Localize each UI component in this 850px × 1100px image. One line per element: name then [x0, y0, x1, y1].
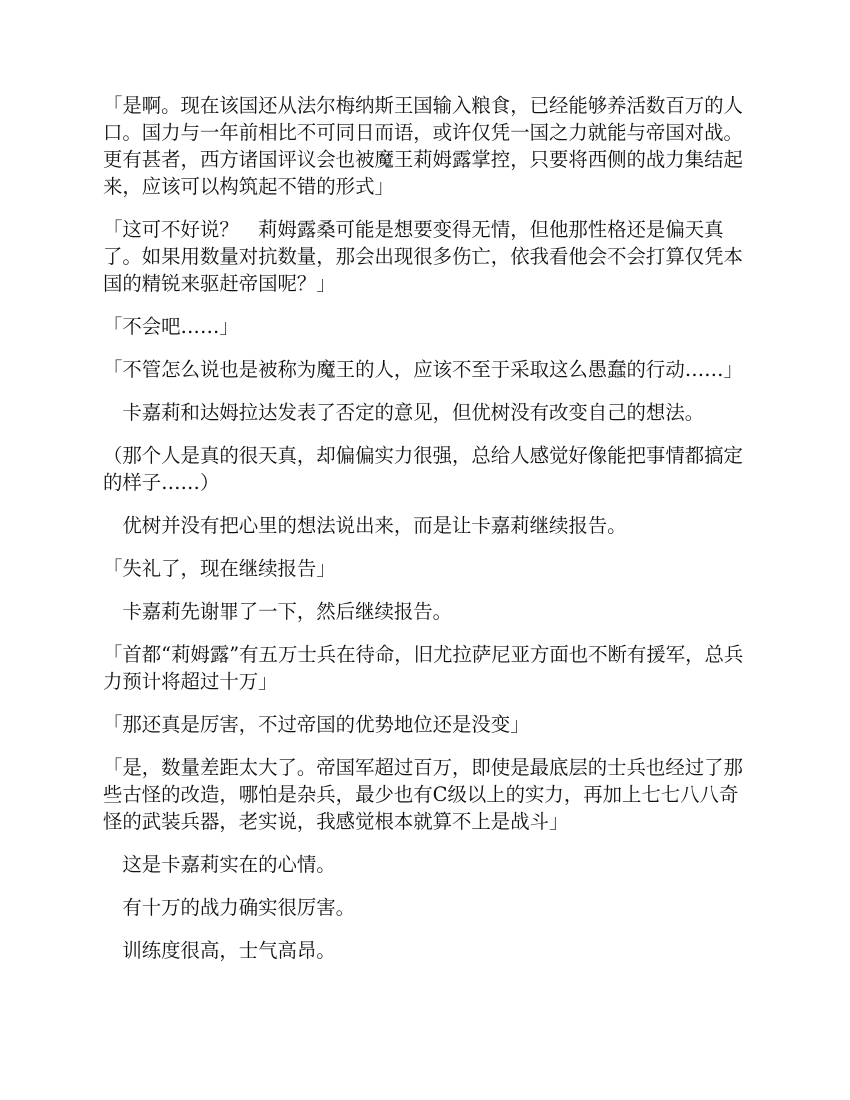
paragraph: （那个人是真的很天真，却偏偏实力很强，总给人感觉好像能把事情都搞定的样子……）	[103, 444, 743, 494]
paragraph: 「是，数量差距太大了。帝国军超过百万，即使是最底层的士兵也经过了那些古怪的改造，哪怕是杂兵，最少也有C级以上的实力，再加上七七八八奇怪的武装兵器，老实说，我感觉根本就算不上是战斗」	[103, 756, 743, 833]
paragraph: 训练度很高，士气高昂。	[103, 939, 336, 962]
paragraph: 「是啊。现在该国还从法尔梅纳斯王国输入粮食，已经能够养活数百万的人口。国力与一年前相比不可同日而语，或许仅凭一国之力就能与帝国对战。更有甚者，西方诸国评议会也被魔王莉姆露掌控，只要将西侧的战力集结起来，应该可以构筑起不错的形式」	[103, 94, 743, 198]
paragraph: 「那还真是厉害，不过帝国的优势地位还是没变」	[103, 713, 530, 736]
document-body	[103, 92, 753, 980]
paragraph: 这是卡嘉莉实在的心情。	[103, 853, 336, 876]
paragraph: 「这可不好说？ 莉姆露桑可能是想要变得无情，但他那性格还是偏天真了。如果用数量对抗数量，那会出现很多伤亡，依我看他会不会打算仅凭本国的精锐来驱赶帝国呢？」	[103, 218, 743, 295]
paragraph: 优树并没有把心里的想法说出来，而是让卡嘉莉继续报告。	[103, 514, 627, 537]
paragraph: 「失礼了，现在继续报告」	[103, 557, 336, 580]
paragraph: 有十万的战力确实很厉害。	[103, 896, 356, 919]
paragraph: 「首都“莉姆露”有五万士兵在待命，旧尤拉萨尼亚方面也不断有援军，总兵力预计将超过十万」	[103, 643, 744, 693]
paragraph: 「不管怎么说也是被称为魔王的人，应该不至于采取这么愚蠢的行动……」	[103, 358, 743, 381]
paragraph: 卡嘉莉和达姆拉达发表了否定的意见，但优树没有改变自己的想法。	[103, 401, 705, 424]
paragraph: 卡嘉莉先谢罪了一下，然后继续报告。	[103, 600, 453, 623]
paragraph: 「不会吧……」	[103, 315, 239, 338]
